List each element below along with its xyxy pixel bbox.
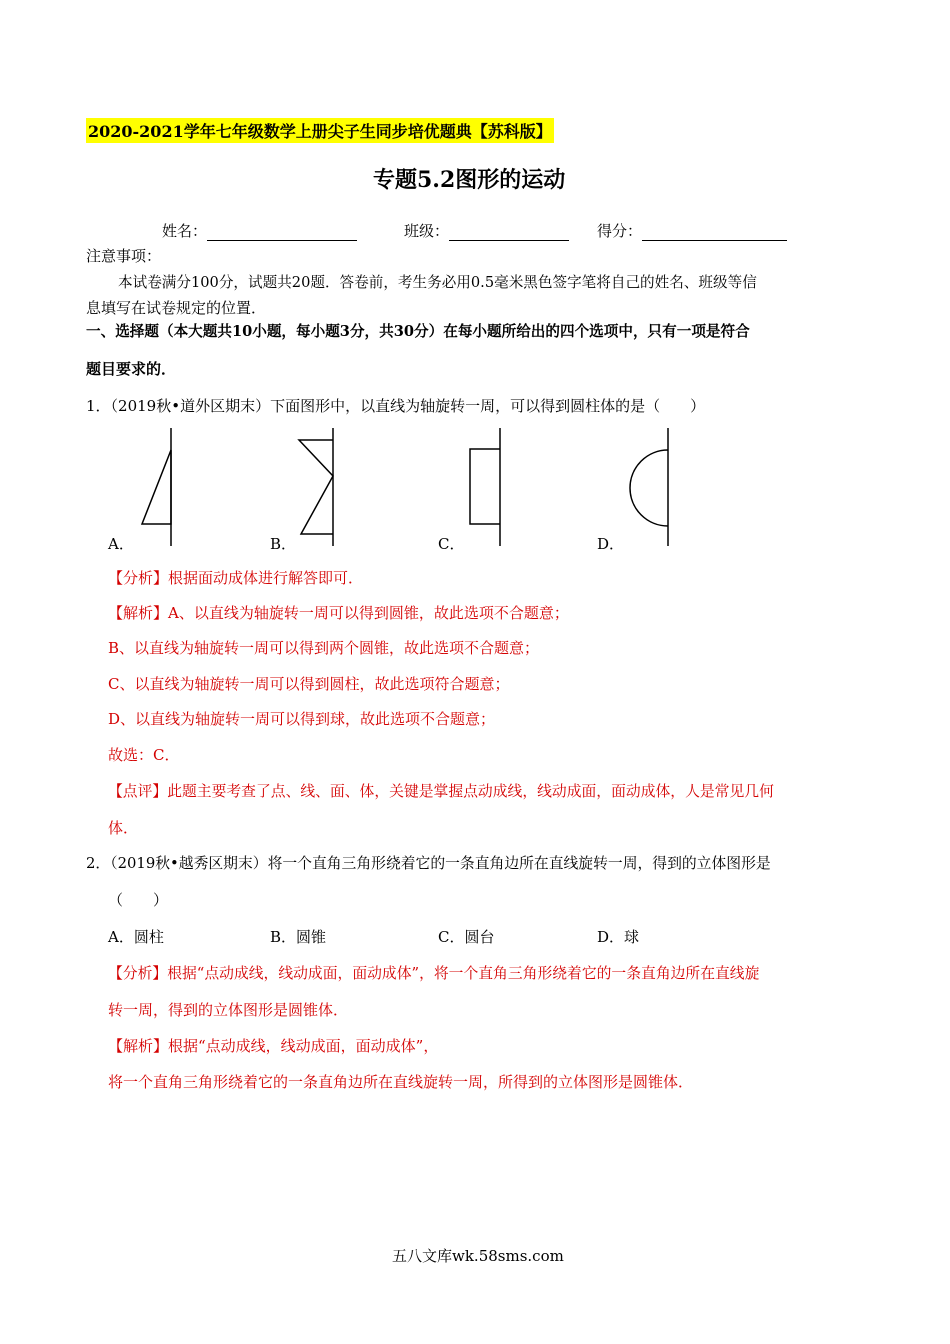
- figure-c: [460, 428, 510, 546]
- q2-stem-line-2: （ ）: [108, 891, 169, 909]
- series-title: 2020-2021学年七年级数学上册尖子生同步培优题典【苏科版】: [86, 118, 554, 143]
- q2-option-b: B．圆锥: [270, 928, 327, 946]
- q1-solution-line-2: B、以直线为轴旋转一周可以得到两个圆锥，故此选项不合题意；: [108, 639, 540, 657]
- figure-a: [130, 428, 180, 546]
- name-blank: [207, 240, 357, 241]
- footer-watermark: 五八文库wk.58sms.com: [392, 1247, 564, 1265]
- q1-answer: 故选：C．: [108, 746, 180, 764]
- q2-solution-line-1: 【解析】根据“点动成线，线动成面，面动成体”，: [108, 1037, 439, 1055]
- q1-comment-line-2: 体．: [108, 819, 139, 837]
- q2-stem-line-1: 2．（2019秋•越秀区期末）将一个直角三角形绕着它的一条直角边所在直线旋转一周，得到的立体图形是: [86, 855, 771, 872]
- section-heading-line-1: 一、选择题（本大题共10小题，每小题3分，共30分）在每小题所给出的四个选项中，只有一项是符合: [86, 323, 750, 340]
- figure-b-shape: [299, 440, 333, 534]
- q1-analysis: 【分析】根据面动成体进行解答即可．: [108, 569, 364, 587]
- q1-option-c: C．: [438, 535, 465, 553]
- figure-c-rectangle: [470, 449, 500, 524]
- figure-a-triangle: [142, 450, 171, 524]
- q1-solution-line-3: C、以直线为轴旋转一周可以得到圆柱，故此选项符合题意；: [108, 675, 510, 693]
- page-title: 专题5.2图形的运动: [373, 167, 566, 193]
- q2-analysis-line-1: 【分析】根据“点动成线，线动成面，面动成体”，将一个直角三角形绕着它的一条直角边所在直线旋: [108, 965, 760, 982]
- q1-solution-line-1: 【解析】A、以直线为轴旋转一周可以得到圆锥，故此选项不合题意；: [108, 604, 569, 622]
- q1-stem: 1．（2019秋•道外区期末）下面图形中，以直线为轴旋转一周，可以得到圆柱体的是（ ）: [86, 397, 706, 415]
- q2-solution-line-2: 将一个直角三角形绕着它的一条直角边所在直线旋转一周，所得到的立体图形是圆锥体．: [108, 1073, 694, 1091]
- q2-option-c: C．圆台: [438, 928, 495, 946]
- figure-d-semicircle: [630, 450, 668, 526]
- notice-line-2: 息填写在试卷规定的位置．: [86, 299, 267, 317]
- class-blank: [449, 240, 569, 241]
- name-label: 姓名：: [162, 222, 208, 240]
- notice-line-1: 本试卷满分100分，试题共20题．答卷前，考生务必用0.5毫米黑色签字笔将自己的姓名、班级等信: [118, 274, 757, 291]
- score-field: [597, 220, 787, 241]
- score-label: 得分：: [597, 222, 643, 240]
- q1-option-d: D．: [597, 535, 625, 553]
- q1-comment-line-1: 【点评】此题主要考查了点、线、面、体，关键是掌握点动成线，线动成面，面动成体，人是常见几何: [108, 783, 774, 800]
- class-field: [404, 220, 569, 241]
- q1-option-a: A．: [108, 535, 134, 553]
- q2-option-a: A．圆柱: [108, 928, 164, 946]
- q2-analysis-line-2: 转一周，得到的立体图形是圆锥体．: [108, 1001, 349, 1019]
- q2-option-d: D．球: [597, 928, 640, 946]
- q1-option-b: B．: [270, 535, 297, 553]
- section-heading-line-2: 题目要求的．: [86, 360, 177, 378]
- score-blank: [642, 240, 787, 241]
- name-field: [162, 220, 357, 241]
- figure-d: [620, 428, 680, 546]
- q1-solution-line-4: D、以直线为轴旋转一周可以得到球，故此选项不合题意；: [108, 710, 496, 728]
- class-label: 班级：: [404, 222, 450, 240]
- figure-b: [295, 428, 345, 546]
- notice-heading: 注意事项：: [86, 247, 162, 265]
